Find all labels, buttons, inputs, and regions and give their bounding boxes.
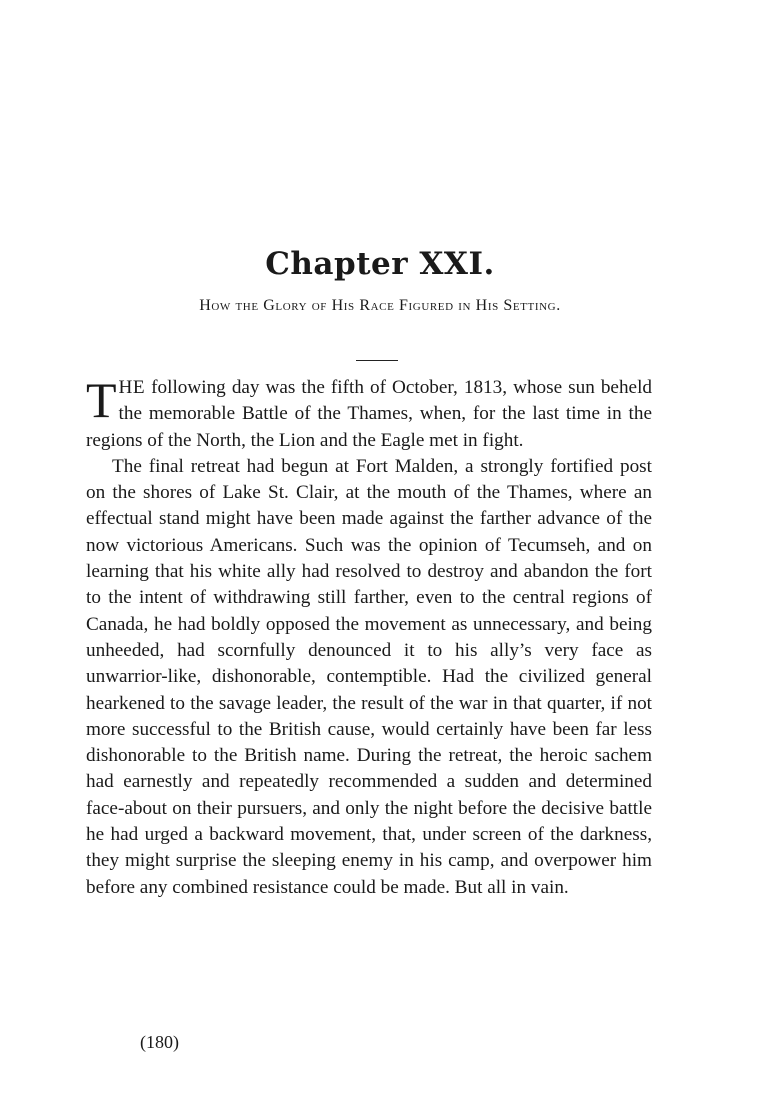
lead-caps: HE — [118, 377, 146, 398]
paragraph-1 — [86, 372, 652, 454]
drop-cap: T — [86, 372, 117, 428]
paragraph-1-text: following day was the fifth of October, 1813, whose sun beheld the memorable Battle of the Thames, when, for the last time in the regions of the North, the Lion and the Eagle met in fight. — [86, 377, 652, 451]
paragraph-2: The final retreat had begun at Fort Malden, a strongly fortified post on the shores of Lake St. Clair, at the mouth of the Thames, where an effectual stand might have been made against the farther advance of the now victorious Americans. Such was the opinion of Tecumseh, and on learning that his white ally had resolved to destroy and abandon the fort to the intent of withdrawing still farther, even to the central regions of Canada, he had boldly opposed the movement as unnecessary, and being unheeded, had scornfully denounced it to his ally’s very face as unwarrior-like, dishonorable, contemptible. Had the civilized general hearkened to the savage leader, the result of the war in that quarter, if not more successful to the British cause, would certainly have been far less dishonorable to the British name. During the retreat, the heroic sachem had earnestly and repeatedly recommended a sudden and determined face-about on their pursuers, and only the night before the decisive battle he had urged a backward movement, that, under screen of the darkness, they might surprise the sleeping enemy in his camp, and overpower him before any combined resistance could be made. But all in vain. — [86, 455, 652, 898]
chapter-heading: Chapter XXI. — [265, 246, 495, 282]
section-divider — [356, 360, 398, 361]
page-number: (180) — [140, 1032, 179, 1052]
chapter-subtitle: How the Glory of His Race Figured in His Setting. — [199, 297, 561, 314]
chapter-body — [86, 372, 652, 901]
